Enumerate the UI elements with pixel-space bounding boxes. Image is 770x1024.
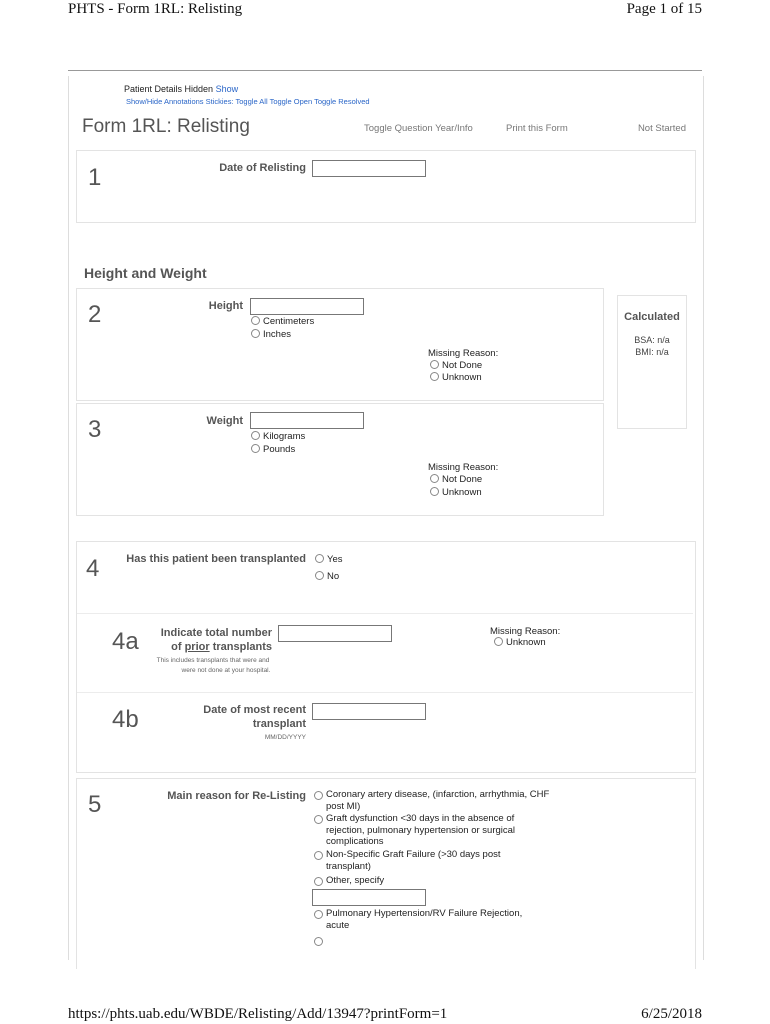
weight-missing-not-done[interactable] (430, 474, 482, 486)
option-label: Inches (263, 329, 291, 340)
print-header-page: Page 1 of 15 (626, 1, 702, 17)
option-label: Pulmonary Hypertension/RV Failure Rejection, acute (326, 908, 523, 931)
option-label: Not Done (442, 360, 483, 371)
date-format-hint: MM/DD/YYYY (264, 734, 306, 741)
question-5-number: 5 (88, 791, 102, 818)
option-label: Centimeters (263, 316, 315, 327)
radio-icon[interactable] (315, 554, 324, 563)
option-label: Not Done (442, 474, 483, 485)
recent-transplant-date-input[interactable] (312, 703, 426, 720)
weight-missing-reason-label: Missing Reason: (428, 462, 499, 473)
annotations-bar (126, 97, 370, 106)
bsa-value: BSA: n/a (634, 335, 670, 345)
form-title: Form 1RL: Relisting (82, 116, 250, 137)
prior-transplants-note-2: were not done at your hospital. (181, 667, 271, 674)
form-status: Not Started (637, 123, 686, 134)
prior-transplants-missing-unknown[interactable] (494, 637, 546, 649)
reason-other-specify[interactable] (314, 875, 526, 887)
q4a-divider (77, 692, 693, 693)
radio-icon[interactable] (314, 910, 323, 919)
prior-transplants-missing-label: Missing Reason: (490, 626, 561, 637)
radio-icon[interactable] (251, 431, 260, 440)
label-part-underlined: prior (184, 641, 210, 653)
toggle-all-link[interactable]: Toggle All (235, 97, 268, 106)
option-label: Yes (327, 554, 343, 565)
weight-missing-unknown[interactable] (430, 487, 482, 499)
bmi-value: BMI: n/a (635, 347, 669, 357)
radio-icon[interactable] (315, 571, 324, 580)
relisting-reason-label: Main reason for Re-Listing (167, 790, 306, 802)
option-label: Coronary artery disease, (infarction, arrhythmia, CHF post MI) (326, 789, 550, 812)
transplanted-yes[interactable] (315, 554, 343, 566)
height-weight-heading: Height and Weight (84, 265, 207, 281)
recent-transplant-label-line2: transplant (252, 718, 306, 730)
radio-icon[interactable] (430, 360, 439, 369)
weight-unit-pounds[interactable] (251, 444, 295, 456)
print-header-title: PHTS - Form 1RL: Relisting (68, 1, 243, 17)
radio-icon[interactable] (314, 851, 323, 860)
question-3-number: 3 (88, 416, 102, 443)
reason-coronary-artery-disease[interactable] (314, 789, 556, 812)
radio-icon[interactable] (430, 372, 439, 381)
date-of-relisting-label: Date of Relisting (219, 162, 306, 174)
toggle-open-link[interactable]: Toggle Open (269, 97, 313, 106)
print-footer-date: 6/25/2018 (641, 1006, 702, 1022)
print-footer-url: https://phts.uab.edu/WBDE/Relisting/Add/13947?printForm=1 (68, 1006, 448, 1022)
toggle-resolved-link[interactable]: Toggle Resolved (314, 97, 370, 106)
reason-pulmonary-hypertension[interactable] (314, 908, 546, 931)
option-label: Graft dysfunction <30 days in the absence of rejection, pulmonary hypertension or surgical complications (326, 813, 516, 847)
prior-transplants-label-line2 (120, 641, 272, 653)
weight-label: Weight (206, 415, 243, 427)
height-missing-reason-label: Missing Reason: (428, 348, 499, 359)
option-label: Kilograms (263, 431, 306, 442)
radio-icon[interactable] (251, 316, 260, 325)
radio-icon[interactable] (251, 329, 260, 338)
radio-icon[interactable] (494, 637, 503, 646)
weight-input[interactable] (250, 412, 364, 429)
question-4-number: 4 (86, 555, 100, 582)
prior-transplants-note-1: This includes transplants that were and (156, 657, 270, 664)
label-part: of (171, 641, 185, 653)
date-of-relisting-input[interactable] (312, 160, 426, 177)
calculated-title: Calculated (624, 311, 680, 323)
option-label: Unknown (506, 637, 546, 648)
reason-non-specific-graft-failure[interactable] (314, 849, 526, 872)
option-label: No (327, 571, 340, 582)
radio-icon[interactable] (314, 877, 323, 886)
prior-transplants-input[interactable] (278, 625, 392, 642)
reason-graft-dysfunction[interactable] (314, 813, 536, 848)
height-label: Height (208, 300, 243, 312)
radio-icon[interactable] (251, 444, 260, 453)
weight-unit-kilograms[interactable] (251, 431, 305, 443)
other-reason-input[interactable] (312, 889, 426, 906)
question-1-number: 1 (88, 164, 102, 191)
height-missing-unknown[interactable] (430, 372, 482, 384)
radio-icon[interactable] (430, 474, 439, 483)
height-input[interactable] (250, 298, 364, 315)
print-form-link[interactable]: Print this Form (506, 123, 568, 134)
transplanted-no[interactable] (315, 571, 339, 583)
radio-icon[interactable] (314, 815, 323, 824)
option-label: Unknown (442, 372, 482, 383)
question-4b-number: 4b (112, 706, 139, 733)
patient-details (124, 84, 238, 94)
question-2-number: 2 (88, 301, 102, 328)
question-4a-number: 4a (112, 628, 139, 655)
transplanted-label: Has this patient been transplanted (126, 553, 306, 565)
radio-icon[interactable] (314, 937, 323, 946)
radio-icon[interactable] (430, 487, 439, 496)
option-label: Other, specify (326, 875, 385, 886)
q4-divider (77, 613, 693, 614)
option-label: Non-Specific Graft Failure (>30 days post transplant) (326, 849, 501, 872)
recent-transplant-label-line1: Date of most recent (203, 704, 306, 716)
toggle-question-link[interactable]: Toggle Question Year/Info (364, 123, 473, 134)
patient-details-label: Patient Details Hidden (124, 84, 214, 94)
height-unit-centimeters[interactable] (251, 316, 314, 328)
annotations-label: Show/Hide Annotations Stickies: (126, 97, 234, 106)
option-label: Unknown (442, 487, 482, 498)
radio-icon[interactable] (314, 791, 323, 800)
prior-transplants-label-line1: Indicate total number (160, 627, 272, 639)
label-part: transplants (209, 641, 272, 653)
option-label: Pounds (263, 444, 296, 455)
height-unit-inches[interactable] (251, 329, 291, 341)
height-missing-not-done[interactable] (430, 360, 482, 372)
show-patient-link[interactable]: Show (215, 84, 239, 94)
header-rule (68, 70, 702, 71)
